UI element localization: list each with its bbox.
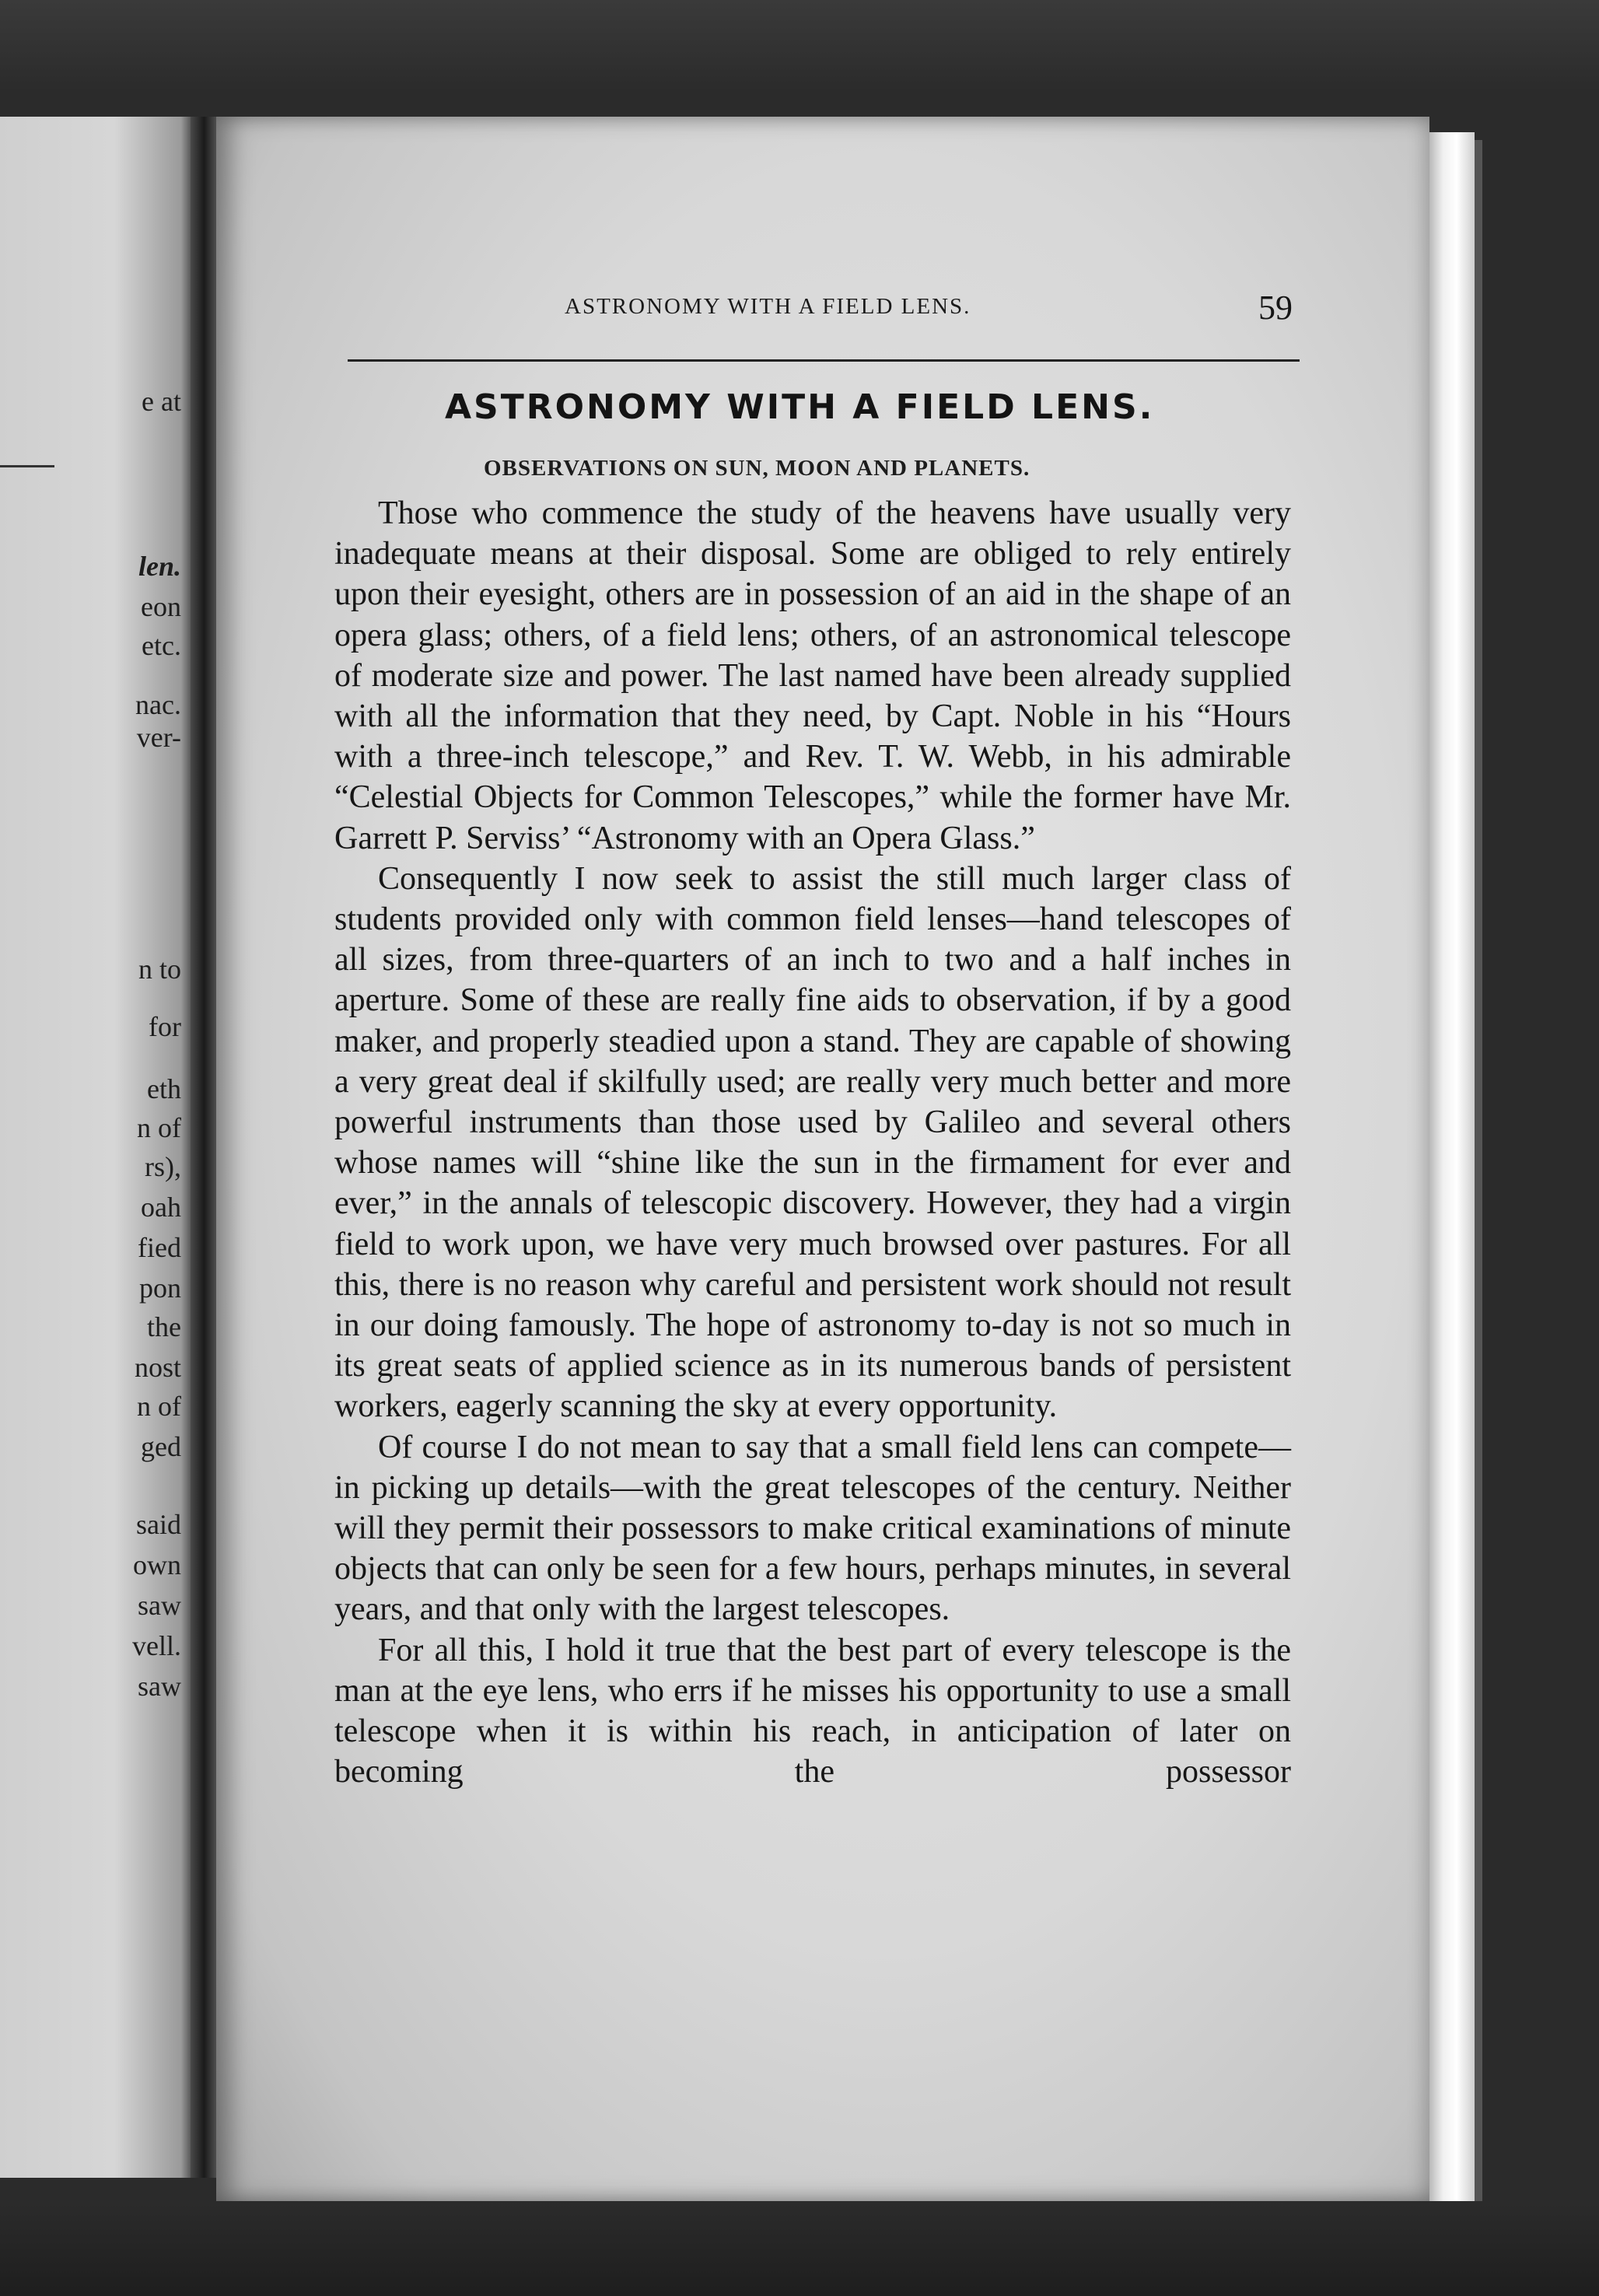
previous-page-fragment: the — [147, 1311, 181, 1342]
previous-page-fragment: etc. — [142, 630, 181, 661]
header-rule — [348, 359, 1300, 362]
book-gutter — [191, 117, 218, 2178]
previous-page-fragment: saw — [138, 1671, 181, 1702]
previous-page-fragment: saw — [138, 1590, 181, 1621]
previous-page-fragment: pon — [139, 1272, 181, 1304]
previous-page-rule — [0, 465, 54, 467]
article-title: ASTRONOMY WITH A FIELD LENS. — [445, 387, 1155, 427]
paragraph: Consequently I now seek to assist the still much larger class of students provided only with common field lenses—hand telescopes of all sizes, from three-quarters of an inch to two and a half inches in aperture. Some of these are really fine aids to observation, if by a good maker, and properly steadied upon a stand. They are capable of showing a very great deal if skilfully used; are really very much better and more powerful instruments than those used by Galileo and several others whose names will “shine like the sun in the firmament for ever and ever,” in the annals of telescopic discovery. However, they had a virgin field to work upon, we have very much browsed over pastures. For all this, there is no reason why careful and persistent work should not result in our doing famously. The hope of astronomy to-day is not so much in its great seats of applied science as in its numerous bands of persistent workers, eagerly scanning the sky at every opportunity. — [334, 860, 1291, 1425]
previous-page-fragment: ver- — [136, 722, 181, 753]
paragraph: Those who commence the study of the heavens have usually very inadequate means at their disposal. Some are obliged to rely entirely upon their eyesight, others are in possession of an aid in the shape of an opera glass; others, of a field lens; others, of an astronomical telescope of moderate size and power. The last named have been already supplied with all the information that they need, by Capt. Noble in his “Hours with a three-inch telescope,” and Rev. T. W. Webb, in his admirable “Celestial Objects for Common Telescopes,” while the former have Mr. Garrett P. Serviss’ “Astronomy with an Opera Glass.” — [334, 495, 1291, 856]
previous-page-fragment: e at — [142, 386, 181, 417]
previous-page-fragment: own — [133, 1549, 181, 1580]
previous-page-fragment: vell. — [132, 1630, 181, 1661]
article-subtitle: OBSERVATIONS ON SUN, MOON AND PLANETS. — [484, 456, 1030, 481]
previous-page-fragment: eon — [141, 591, 181, 622]
article-body — [334, 493, 1291, 1793]
running-head: ASTRONOMY WITH A FIELD LENS. — [565, 294, 971, 319]
paragraph: Of course I do not mean to say that a small field lens can compete—in picking up details—with the great telescopes of the century. Neither will they permit their possessors to make critical examinations of minute objects that can only be seen for a few hours, perhaps minutes, in several years, and that only with the largest telescopes. — [334, 1429, 1291, 1628]
previous-page-fragment: rs), — [145, 1151, 181, 1182]
previous-page-fragment: eth — [147, 1073, 181, 1104]
previous-page-fragment: fied — [138, 1232, 181, 1263]
previous-page-fragment: for — [149, 1011, 181, 1042]
page-edge — [1429, 132, 1475, 2201]
previous-page-fragment: n of — [137, 1391, 181, 1422]
paragraph: For all this, I hold it true that the best part of every telescope is the man at the eye lens, who errs if he misses his opportunity to use a small telescope when it is within his reach, in anticipation of later on becoming the possessor — [334, 1632, 1291, 1790]
page-edge-shadow — [1475, 140, 1482, 2201]
previous-page-fragment: said — [136, 1509, 181, 1540]
previous-page-fragment: oah — [141, 1192, 181, 1223]
previous-page-fragment: nac. — [135, 689, 181, 720]
previous-page-fragment: nost — [134, 1352, 181, 1383]
previous-page-fragment: len. — [138, 551, 181, 582]
previous-page-fragment: n of — [137, 1112, 181, 1143]
previous-page-strip — [0, 117, 191, 2178]
page-number: 59 — [1258, 289, 1293, 327]
previous-page-fragment: n to — [138, 954, 181, 985]
previous-page-fragment: ged — [141, 1431, 181, 1462]
